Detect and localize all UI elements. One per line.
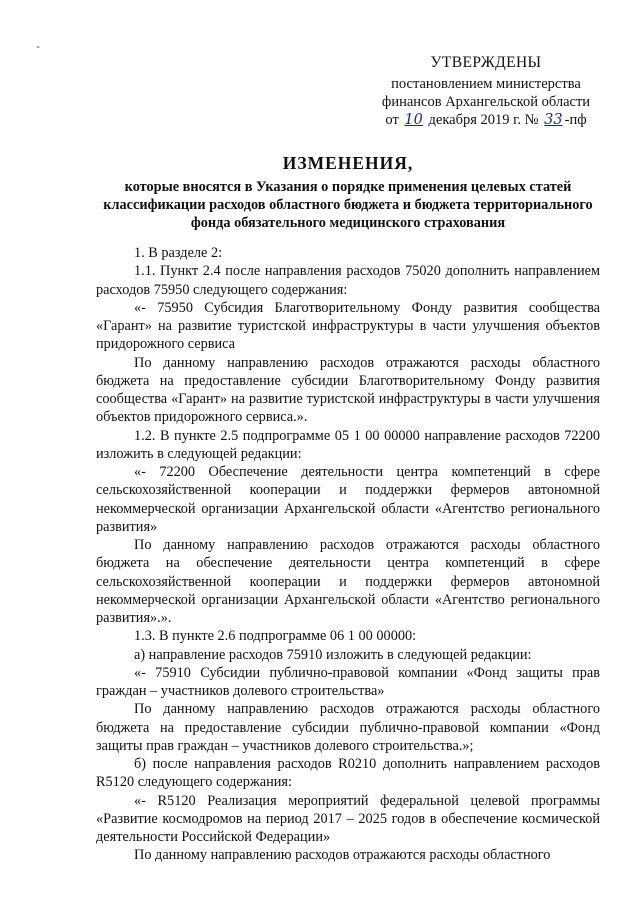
- paragraph: «- 72200 Обеспечение деятельности центра компетенций в сфере сельскохозяйственной кооперации и поддержки фермеров автономной некоммерческой организации Архангельской области «Агентство регионального развития»: [96, 464, 600, 535]
- paragraph: По данному направлению расходов отражаются расходы областного бюджета на предоставление субсидии Благотворительному Фонду развития сообщества «Гарант» на развитие туристской инфраструктуры в части улучшения объектов придорожного сервиса.».: [96, 354, 600, 426]
- approval-date-line: [368, 111, 604, 129]
- number-suffix: -пф: [564, 112, 587, 128]
- heading-title: ИЗМЕНЕНИЯ,: [282, 153, 414, 173]
- paragraph: «- 75910 Субсидии публично-правовой компании «Фонд защиты прав граждан – участников долевого строительства»: [96, 664, 600, 699]
- corner-mark: -: [36, 39, 40, 53]
- document-heading: [96, 152, 600, 232]
- paragraph: 1.1. Пункт 2.4 после направления расходов 75020 дополнить направлением расходов 75950 следующего содержания:: [96, 263, 600, 298]
- paragraph: 1.3. В пункте 2.6 подпрограмме 06 1 00 00000:: [134, 628, 417, 645]
- handwritten-day: 10: [404, 112, 423, 128]
- paragraph: По данному направлению расходов отражаются расходы областного: [134, 847, 551, 864]
- paragraph: «- R5120 Реализация мероприятий федеральной целевой программы «Развитие космодромов на период 2017 – 2025 годов в обеспечение космической деятельности Российской Федерации»: [96, 792, 600, 845]
- date-prefix: от: [385, 112, 399, 128]
- date-middle: декабря 2019 г. №: [428, 112, 539, 128]
- paragraph: По данному направлению расходов отражаются расходы областного бюджета на обеспечение деятельности центра компетенций в сфере сельскохозяйственной кооперации и поддержки фермеров автономной некоммерческой организации Архангельской области «Агентство регионального развития».».: [96, 537, 600, 626]
- paragraph: 1. В разделе 2:: [134, 245, 223, 261]
- approval-block: [368, 54, 604, 129]
- handwritten-number: 33: [544, 112, 563, 128]
- paragraph: «- 75950 Субсидия Благотворительному Фонду развития сообщества «Гарант» на развитие туристской инфраструктуры в части улучшения объектов придорожного сервиса: [96, 299, 600, 353]
- paragraph: а) направление расходов 75910 изложить в следующей редакции:: [134, 646, 532, 663]
- approval-line-2: финансов Архангельской области: [381, 94, 591, 110]
- approval-line-1: постановлением министерства: [391, 76, 581, 92]
- approval-title: УТВЕРЖДЕНЫ: [430, 54, 542, 71]
- heading-subtitle: которые вносятся в Указания о порядке применения целевых статей классификации расходов областного бюджета и бюджета территориального фонда обязательного медицинского страхования: [103, 179, 593, 231]
- paragraph: По данному направлению расходов отражаются расходы областного бюджета на предоставление субсидии публично-правовой компании «Фонд защиты прав граждан – участников долевого строительства.»;: [96, 701, 600, 754]
- document-body: [96, 244, 600, 865]
- paragraph: б) после направления расходов R0210 дополнить направлением расходов R5120 следующего содержания:: [96, 756, 600, 791]
- paragraph: 1.2. В пункте 2.5 подпрограмме 05 1 00 00000 направление расходов 72200 изложить в следующей редакции:: [96, 427, 600, 462]
